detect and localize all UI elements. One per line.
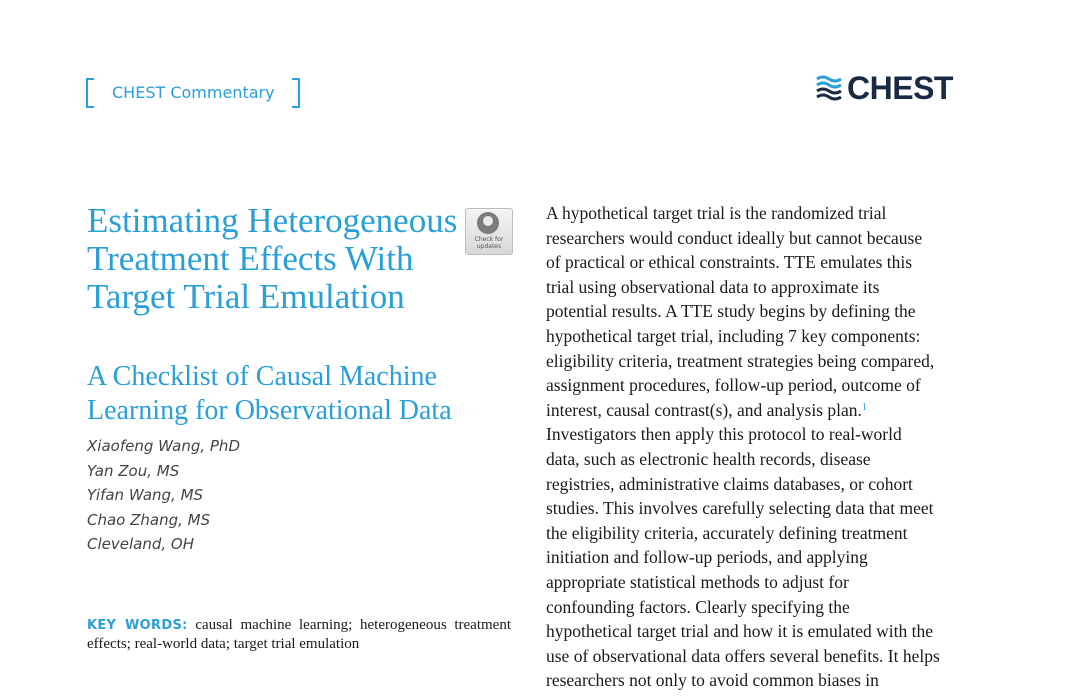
chest-logo-text: CHEST bbox=[847, 70, 953, 106]
body-line: use of observational data offers several benefits. It helps bbox=[546, 645, 940, 666]
section-tag bbox=[86, 78, 302, 108]
body-line: hypothetical target trial, including 7 key components: bbox=[546, 325, 921, 346]
check-for-updates-badge[interactable] bbox=[465, 208, 513, 255]
body-line: data, such as electronic health records, disease bbox=[546, 448, 871, 469]
chest-logo-mark-icon bbox=[815, 75, 843, 103]
body-line: initiation and follow-up periods, and applying bbox=[546, 547, 868, 568]
body-line: eligibility criteria, treatment strategies being compared, bbox=[546, 350, 935, 371]
body-line: researchers would conduct ideally but cannot because bbox=[546, 227, 923, 248]
right-bracket bbox=[292, 78, 300, 108]
body-line: appropriate statistical methods to adjust for bbox=[546, 571, 849, 592]
body-line: Investigators then apply this protocol to real-world bbox=[546, 424, 902, 445]
body-line: of practical or ethical constraints. TTE emulates this bbox=[546, 252, 913, 273]
chest-logo bbox=[815, 70, 975, 110]
key-words-label: KEY WORDS: bbox=[87, 618, 188, 633]
key-words bbox=[87, 616, 511, 653]
reference-link[interactable]: 1 bbox=[861, 401, 867, 413]
body-text bbox=[546, 201, 986, 693]
key-words-text: causal machine learning; heterogeneous treatment effects; real-world data; target trial emulation bbox=[87, 617, 511, 652]
body-line: studies. This involves carefully selecting data that meet bbox=[546, 498, 934, 519]
body-line: A hypothetical target trial is the randomized trial bbox=[546, 203, 887, 223]
body-line: trial using observational data to approximate its bbox=[546, 276, 880, 297]
body-line: researchers not only to avoid common biases in bbox=[546, 670, 879, 691]
left-bracket bbox=[86, 78, 94, 108]
author-name: Xiaofeng Wang, PhD bbox=[87, 437, 240, 455]
body-line: potential results. A TTE study begins by defining the bbox=[546, 301, 916, 322]
body-line: assignment procedures, follow-up period, outcome of bbox=[546, 375, 921, 396]
body-line: registries, administrative claims databases, or cohort bbox=[546, 473, 913, 494]
article-title: Estimating Heterogeneous Treatment Effects With Target Trial Emulation bbox=[87, 201, 458, 316]
badge-text: Check for updates bbox=[474, 236, 504, 250]
author-name: Yan Zou, MS bbox=[87, 461, 180, 480]
section-tag-label: CHEST Commentary bbox=[112, 83, 275, 102]
check-for-updates-icon bbox=[477, 212, 499, 234]
author-name: Yifan Wang, MS bbox=[87, 486, 204, 504]
author-location: Cleveland, OH bbox=[87, 535, 194, 553]
author-list bbox=[87, 434, 240, 557]
body-line: interest, causal contrast(s), and analysis plan.$^1$ bbox=[546, 399, 867, 420]
body-line: the eligibility criteria, accurately defining treatment bbox=[546, 522, 908, 543]
author-name: Chao Zhang, MS bbox=[87, 510, 211, 529]
article-subtitle: A Checklist of Causal Machine Learning for Observational Data bbox=[87, 361, 452, 426]
body-line: hypothetical target trial and how it is emulated with the bbox=[546, 621, 934, 642]
body-line: confounding factors. Clearly specifying the bbox=[546, 596, 850, 617]
